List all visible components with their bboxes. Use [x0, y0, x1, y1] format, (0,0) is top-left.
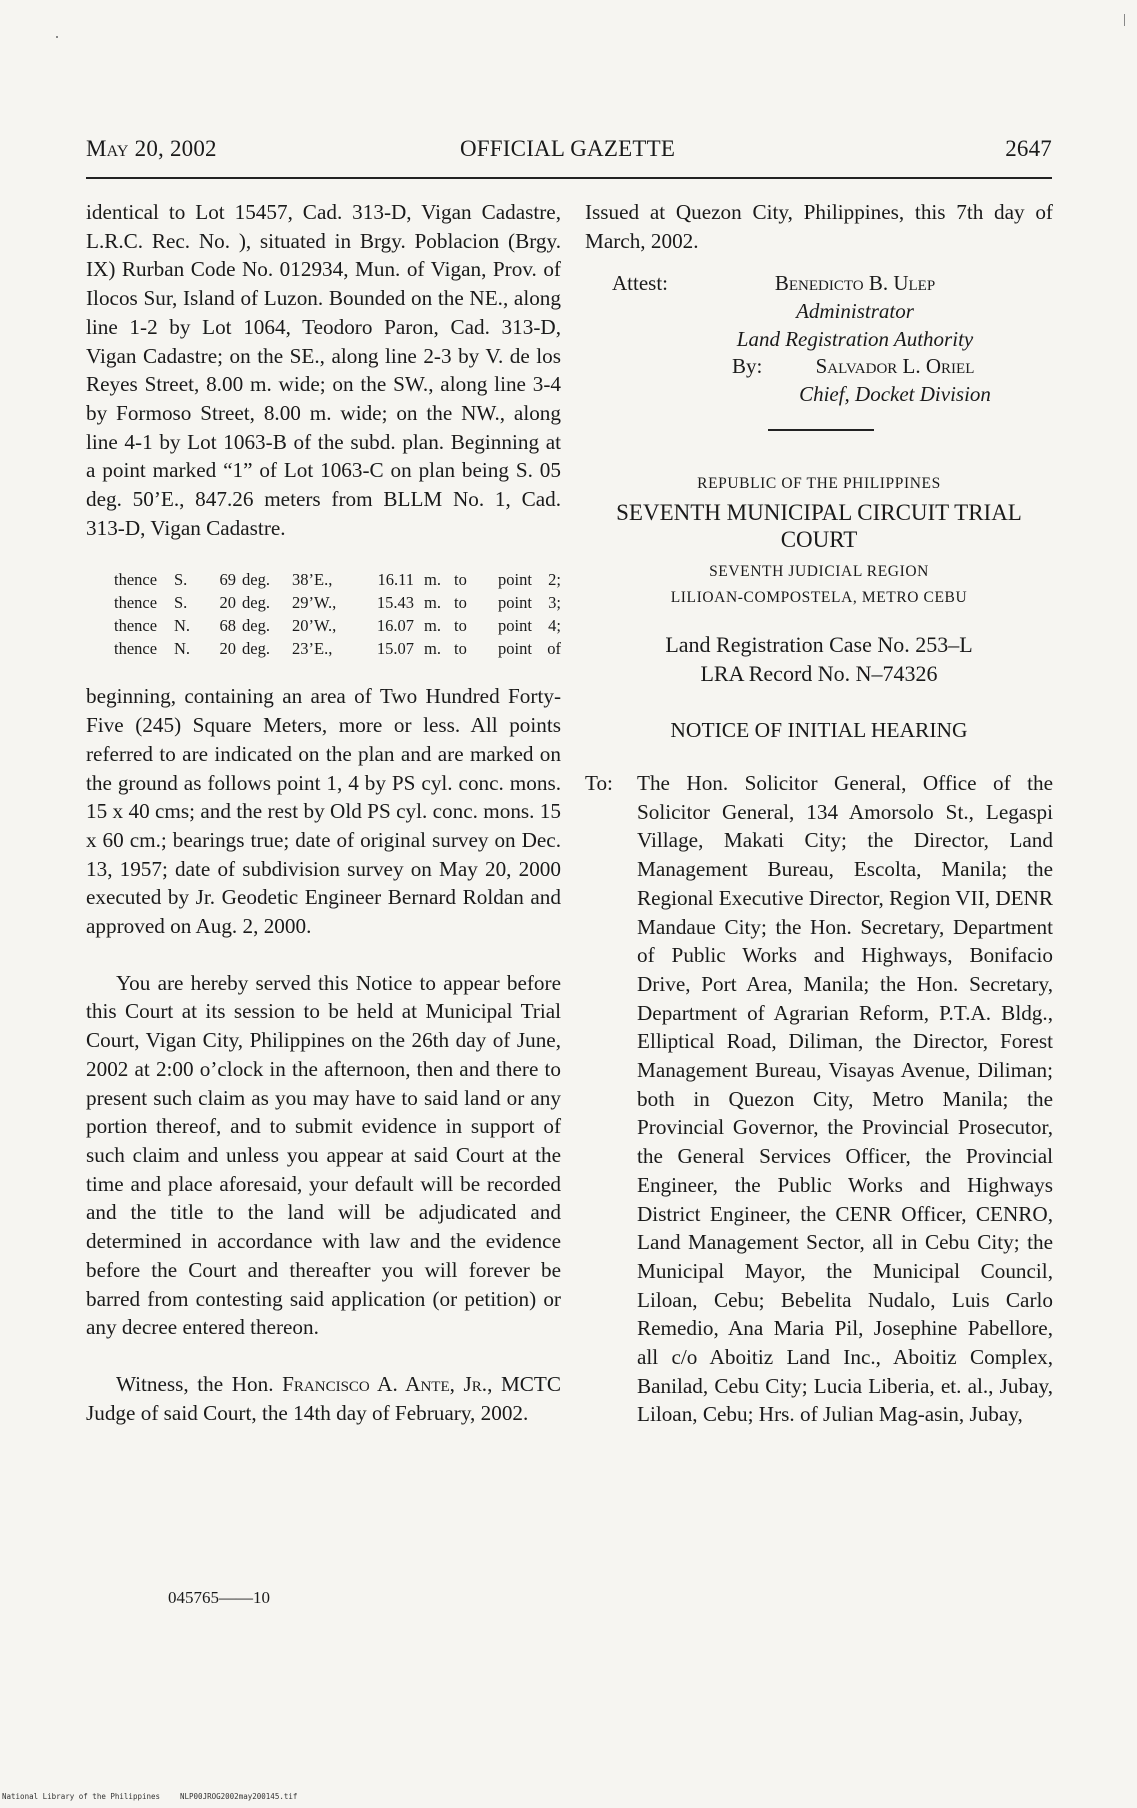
bearing-distance: 15.07 — [376, 639, 414, 659]
bearing-deg-unit: deg. — [242, 616, 270, 636]
bearing-deg-unit: deg. — [242, 639, 270, 659]
section-divider — [768, 429, 874, 431]
bearing-end: 3; — [548, 593, 561, 613]
bearing-minutes: 38’E., — [292, 570, 333, 590]
bearing-to: to — [454, 616, 467, 636]
bearing-minutes: 29’W., — [292, 593, 337, 613]
bearing-degrees: 20 — [219, 593, 236, 613]
republic-label: REPUBLIC OF THE PHILIPPINES — [697, 474, 941, 492]
bearing-minutes: 20’W., — [292, 616, 337, 636]
header-rule — [86, 177, 1052, 179]
right-column — [585, 198, 1053, 1429]
bearing-degrees: 69 — [219, 570, 236, 590]
scan-source: National Library of the Philippines — [2, 1792, 161, 1801]
bearing-end: of — [547, 639, 561, 659]
signature-block — [585, 269, 1053, 429]
attest-label: Attest: — [612, 271, 668, 296]
judicial-region: SEVENTH JUDICIAL REGION — [709, 562, 929, 580]
bearing-meter-unit: m. — [424, 570, 441, 590]
bearing-direction: N. — [174, 639, 191, 659]
court-location: LILIOAN-COMPOSTELA, METRO CEBU — [670, 588, 968, 606]
signer1-name: Benedicto B. Ulep — [774, 271, 936, 296]
bearing-point: point — [498, 570, 532, 590]
header-date: May 20, 2002 — [86, 136, 217, 161]
court-name-line2: COURT — [780, 526, 858, 552]
footer-code: 045765——10 — [168, 1588, 270, 1607]
judge-name: Francisco A. Ante, Jr. — [282, 1371, 488, 1396]
bearing-meter-unit: m. — [424, 616, 441, 636]
header-title: OFFICIAL GAZETTE — [460, 136, 676, 161]
bearing-thence: thence — [114, 593, 158, 613]
bearings-table — [86, 568, 561, 660]
lot-description: identical to Lot 15457, Cad. 313-D, Vigan Cadastre, L.R.C. Rec. No. ), situated in Brgy. Poblacion (Brgy. IX) Rurban Code No. 012934, Mun. of Vigan, Prov. of Ilocos Sur, Island of Luzon. Bounded on the NE., along line 1-2 by Lot 1064, Teodoro Paron, Cad. 313-D, Vigan Cadastre; on the SE., along line 2-3 by V. de los Reyes Street, 8.00 m. wide; on the SW., along line 3-4 by Formoso Street, 8.00 m. wide; on the NW., along line 4-1 by Lot 1063-B of the subd. plan. Beginning at a point marked “1” of Lot 1063-C on plan being S. 05 deg. 50’E., 847.26 meters from BLLM No. 1, Cad. 313-D, Vigan Cadastre. — [86, 200, 561, 540]
bearing-distance: 16.11 — [377, 570, 414, 590]
bearing-thence: thence — [114, 639, 158, 659]
bearing-direction: S. — [174, 593, 188, 613]
bearing-meter-unit: m. — [424, 593, 441, 613]
case-number: Land Registration Case No. 253–L — [665, 631, 973, 657]
bearing-point: point — [498, 616, 532, 636]
addressees-block — [585, 769, 1053, 1429]
to-label: To: — [585, 771, 613, 796]
bearing-to: to — [454, 570, 467, 590]
bearing-row — [86, 568, 561, 591]
bearing-direction: S. — [174, 570, 188, 590]
signer2-name: Salvador L. Oriel — [815, 354, 975, 379]
left-column — [86, 198, 561, 1427]
bearing-deg-unit: deg. — [242, 593, 270, 613]
issued-statement: Issued at Quezon City, Philippines, this 7th day of March, 2002. — [585, 200, 1053, 253]
bearing-minutes: 23’E., — [292, 639, 333, 659]
bearing-row — [86, 591, 561, 614]
bearing-thence: thence — [114, 616, 158, 636]
scan-file: NLP00JROG2002may200145.tif — [180, 1792, 298, 1801]
bearing-degrees: 68 — [219, 616, 236, 636]
header-page-number: 2647 — [1005, 136, 1052, 161]
bearing-end: 2; — [548, 570, 561, 590]
scan-caption — [2, 1792, 298, 1801]
bearing-end: 4; — [548, 616, 561, 636]
signer1-agency: Land Registration Authority — [736, 327, 974, 352]
bearing-to: to — [454, 593, 467, 613]
signer2-title: Chief, Docket Division — [799, 382, 991, 407]
bearing-point: point — [498, 639, 532, 659]
area-description: beginning, containing an area of Two Hundred Forty-Five (245) Square Meters, more or less. All points referred to are indicated on the plan and are marked on the ground as follows point 1, 4 by PS cyl. conc. mons. 15 x 40 cms; and the rest by Old PS cyl. conc. mons. 15 x 60 cm.; bearings true; date of original survey on Dec. 13, 1957; date of subdivision survey on May 20, 2000 executed by Jr. Geodetic Engineer Bernard Roldan and approved on Aug. 2, 2000. — [86, 684, 561, 939]
witness-paragraph — [86, 1370, 561, 1427]
by-label: By: — [732, 354, 763, 379]
bearing-thence: thence — [114, 570, 158, 590]
bearing-distance: 16.07 — [376, 616, 414, 636]
lra-record-number: LRA Record No. N–74326 — [700, 660, 938, 686]
signer-administrator — [685, 269, 1025, 353]
scan-speck — [1124, 14, 1125, 26]
scan-speck — [56, 36, 58, 38]
bearing-degrees: 20 — [219, 639, 236, 659]
court-name-line1: SEVENTH MUNICIPAL CIRCUIT TRIAL — [616, 499, 1022, 525]
bearing-row — [86, 614, 561, 637]
bearing-meter-unit: m. — [424, 639, 441, 659]
bearing-row — [86, 637, 561, 660]
court-name — [585, 499, 1053, 553]
notice-paragraph: You are hereby served this Notice to appear before this Court at its session to be held at Municipal Trial Court, Vigan City, Philippines on the 26th day of June, 2002 at 2:00 o’clock in the afternoon, then and there to present such claim as you may have to said land or any portion thereof, and to submit evidence in support of such claim and unless you appear at said Court at the time and place aforesaid, your default will be recorded and the title to the land will be adjudicated and determined in accordance with law and the evidence before the Court and thereafter you will forever be barred from contesting said application (or petition) or any decree entered thereon. — [86, 970, 561, 1340]
notice-title: NOTICE OF INITIAL HEARING — [670, 718, 968, 743]
bearing-distance: 15.43 — [376, 593, 414, 613]
signer-chief — [775, 352, 1015, 408]
signer1-title: Administrator — [796, 299, 914, 324]
witness-suffix: , MCTC Judge of said Court, the 14th day of February, 2002. — [86, 1371, 561, 1425]
bearing-deg-unit: deg. — [242, 570, 270, 590]
bearing-direction: N. — [174, 616, 191, 636]
addressees-list: The Hon. Solicitor General, Office of the Solicitor General, 134 Amorsolo St., Legaspi Village, Makati City; the Director, Land Management Bureau, Escolta, Manila; the Regional Executive Director, Region VII, DENR Mandaue City; the Hon. Secretary, Department of Public Works and Highways, Bonifacio Drive, Port Area, Manila; the Hon. Secretary, Department of Agrarian Reform, P.T.A. Bldg., Elliptical Road, Diliman, the Director, Forest Management Bureau, Visayas Avenue, Diliman; both in Quezon City, Metro Manila; the Provincial Governor, the Provincial Prosecutor, the General Services Officer, the Provincial Engineer, the Public Works and Highways District Engineer, the CENR Officer, CENRO, Land Management Sector, all in Cebu City; the Municipal Mayor, the Municipal Council, Liloan, Cebu; Bebelita Nudalo, Luis Carlo Remedio, Ana Maria Pil, Josephine Pabellore, all c/o Aboitiz Land Inc., Aboitiz Complex, Banilad, Cebu City; Lucia Liberia, et. al., Jubay, Liloan, Cebu; Hrs. of Julian Mag-asin, Jubay, — [637, 771, 1053, 1427]
bearing-point: point — [498, 593, 532, 613]
bearing-to: to — [454, 639, 467, 659]
witness-prefix: Witness, the Hon. — [116, 1371, 283, 1396]
